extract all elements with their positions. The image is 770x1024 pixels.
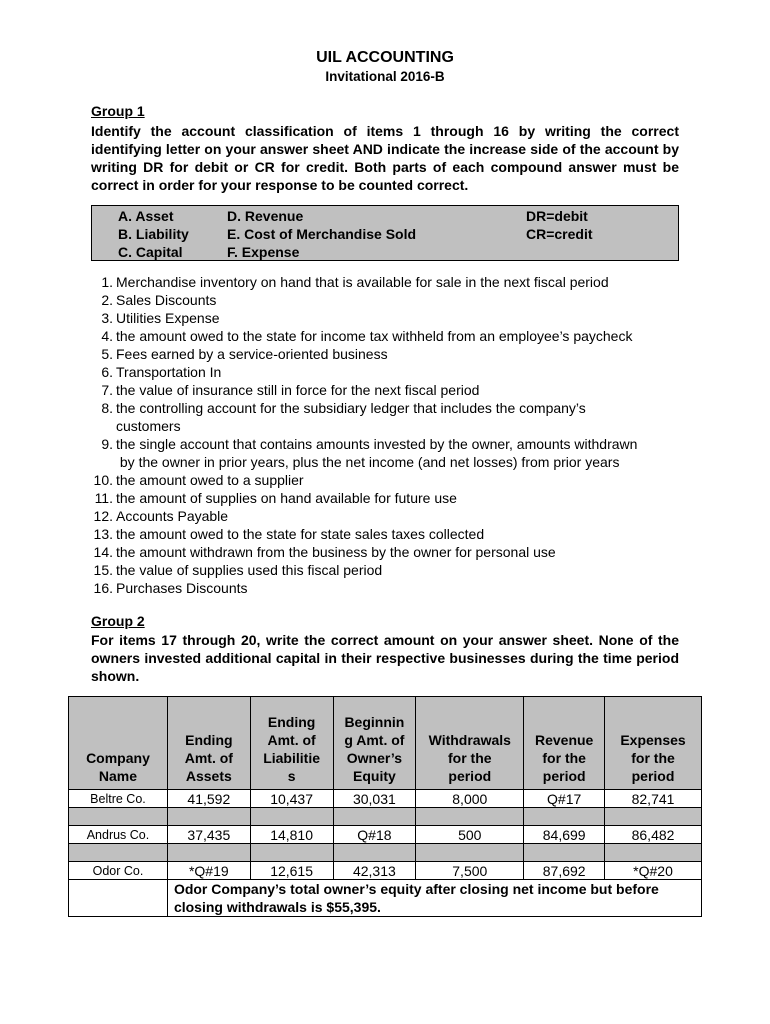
column-header-company bbox=[69, 697, 168, 790]
ending-assets-cell: 41,592 bbox=[167, 790, 250, 808]
item-number: 8. bbox=[101, 400, 113, 416]
header-line: Beginnin bbox=[344, 714, 405, 730]
ending-liabilities-cell: 10,437 bbox=[250, 790, 333, 808]
spacer-cell bbox=[250, 844, 333, 862]
item-number: 3. bbox=[101, 310, 113, 326]
header-line: Amt. of bbox=[267, 732, 316, 748]
header-line: Company bbox=[86, 750, 150, 766]
item-text: Transportation In bbox=[116, 364, 222, 380]
header-line: period bbox=[448, 768, 492, 784]
spacer-cell bbox=[333, 844, 416, 862]
item-number: 12. bbox=[93, 508, 113, 524]
withdrawals-cell: 7,500 bbox=[416, 862, 524, 880]
table-spacer-row bbox=[69, 808, 702, 826]
header-line: Expenses bbox=[620, 732, 686, 748]
spacer-cell bbox=[69, 808, 168, 826]
spacer-cell bbox=[167, 808, 250, 826]
item-text: the amount owed to the state for state sales taxes collected bbox=[116, 526, 485, 542]
expenses-cell: 86,482 bbox=[605, 826, 702, 844]
item-text: Accounts Payable bbox=[116, 508, 229, 524]
company-name-cell: Beltre Co. bbox=[69, 790, 168, 808]
group2-heading: Group 2 bbox=[91, 613, 145, 629]
ending-assets-cell: *Q#19 bbox=[167, 862, 250, 880]
class-revenue: D. Revenue bbox=[227, 208, 304, 224]
header-line: Assets bbox=[185, 768, 232, 784]
spacer-cell bbox=[69, 844, 168, 862]
expenses-cell: 82,741 bbox=[605, 790, 702, 808]
item-text: the value of insurance still in force for the next fiscal period bbox=[116, 382, 480, 398]
class-cost-of-merchandise-sold: E. Cost of Merchandise Sold bbox=[227, 226, 417, 242]
withdrawals-cell: 8,000 bbox=[416, 790, 524, 808]
class-expense: F. Expense bbox=[227, 244, 300, 260]
item-text: the amount withdrawn from the business by the owner for personal use bbox=[116, 544, 556, 560]
item-number: 10. bbox=[93, 472, 113, 488]
item-text: the amount owed to the state for income tax withheld from an employee’s paycheck bbox=[116, 328, 633, 344]
item-text: Fees earned by a service-oriented business bbox=[116, 346, 388, 362]
header-line: Withdrawals bbox=[428, 732, 511, 748]
group2-instructions: For items 17 through 20, write the correct amount on your answer sheet. None of the owners invested additional capital in their respective businesses during the time period shown. bbox=[91, 632, 679, 684]
table-row bbox=[69, 862, 702, 880]
revenue-cell: Q#17 bbox=[524, 790, 605, 808]
header-line: Equity bbox=[353, 768, 396, 784]
table-row bbox=[69, 826, 702, 844]
header-line: for the bbox=[448, 750, 492, 766]
spacer-cell bbox=[605, 808, 702, 826]
spacer-cell bbox=[524, 844, 605, 862]
header-line: Ending bbox=[185, 732, 233, 748]
revenue-cell: 87,692 bbox=[524, 862, 605, 880]
withdrawals-cell: 500 bbox=[416, 826, 524, 844]
header-line: Owner’s bbox=[346, 750, 403, 766]
class-liability: B. Liability bbox=[118, 226, 189, 242]
company-name-cell: Odor Co. bbox=[69, 862, 168, 880]
item-number: 2. bbox=[101, 292, 113, 308]
table-spacer-row bbox=[69, 844, 702, 862]
revenue-cell: 84,699 bbox=[524, 826, 605, 844]
beginning-equity-cell: Q#18 bbox=[333, 826, 416, 844]
page-title: UIL ACCOUNTING bbox=[316, 49, 454, 66]
column-header-expenses bbox=[605, 697, 702, 790]
beginning-equity-cell: 42,313 bbox=[333, 862, 416, 880]
page-subtitle: Invitational 2016-B bbox=[325, 69, 445, 84]
item-number: 13. bbox=[93, 526, 113, 542]
spacer-cell bbox=[416, 808, 524, 826]
class-asset: A. Asset bbox=[118, 208, 174, 224]
company-name-cell: Andrus Co. bbox=[69, 826, 168, 844]
table-note-row bbox=[69, 880, 702, 917]
beginning-equity-cell: 30,031 bbox=[333, 790, 416, 808]
item-number: 9. bbox=[101, 436, 113, 452]
column-header-withdrawals bbox=[416, 697, 524, 790]
item-text: the value of supplies used this fiscal period bbox=[116, 562, 383, 578]
item-text: Sales Discounts bbox=[116, 292, 217, 308]
side-debit: DR=debit bbox=[526, 208, 588, 224]
spacer-cell bbox=[250, 808, 333, 826]
item-text: the single account that contains amounts invested by the owner, amounts withdrawn bbox=[116, 436, 638, 452]
item-text: by the owner in prior years, plus the net income (and net losses) from prior years bbox=[116, 454, 620, 470]
header-line: for the bbox=[542, 750, 586, 766]
header-line: g Amt. of bbox=[344, 732, 405, 748]
item-text: the amount owed to a supplier bbox=[116, 472, 304, 488]
group1-heading: Group 1 bbox=[91, 103, 145, 119]
column-header-ending-liabilities bbox=[250, 697, 333, 790]
item-text: the controlling account for the subsidiary ledger that includes the company’s bbox=[116, 400, 586, 416]
item-number: 7. bbox=[101, 382, 113, 398]
column-header-beginning-equity bbox=[333, 697, 416, 790]
side-credit: CR=credit bbox=[526, 226, 593, 242]
classification-key bbox=[91, 205, 679, 261]
table-header-row bbox=[69, 697, 702, 790]
item-number: 1. bbox=[101, 274, 113, 290]
group1-instructions: Identify the account classification of items 1 through 16 by writing the correct identifying letter on your answer sheet AND indicate the increase side of the account by writing DR for debit or CR for credit. Both parts of each compound answer must be correct in order for your response to be counted correct. bbox=[91, 123, 679, 193]
item-number: 4. bbox=[101, 328, 113, 344]
spacer-cell bbox=[167, 844, 250, 862]
note-blank-cell bbox=[69, 880, 168, 917]
header-line: Revenue bbox=[534, 732, 594, 748]
header-line: s bbox=[287, 768, 296, 784]
equity-table bbox=[68, 696, 702, 917]
spacer-cell bbox=[333, 808, 416, 826]
item-number: 15. bbox=[93, 562, 113, 578]
column-header-ending-assets bbox=[167, 697, 250, 790]
header-line: Liabilitie bbox=[263, 750, 320, 766]
header-line: for the bbox=[631, 750, 675, 766]
item-number: 5. bbox=[101, 346, 113, 362]
header-line: period bbox=[631, 768, 675, 784]
item-text: Purchases Discounts bbox=[116, 580, 248, 596]
item-text: customers bbox=[116, 418, 181, 434]
column-header-revenue bbox=[524, 697, 605, 790]
item-number: 11. bbox=[94, 490, 113, 506]
spacer-cell bbox=[416, 844, 524, 862]
header-line: Amt. of bbox=[184, 750, 233, 766]
spacer-cell bbox=[605, 844, 702, 862]
table-note: Odor Company’s total owner’s equity after closing net income but before closing withdrawals is $55,395. bbox=[167, 880, 701, 917]
header-line: period bbox=[542, 768, 586, 784]
ending-liabilities-cell: 14,810 bbox=[250, 826, 333, 844]
item-text: the amount of supplies on hand available for future use bbox=[116, 490, 457, 506]
table-row bbox=[69, 790, 702, 808]
header-line: Ending bbox=[267, 714, 316, 730]
class-capital: C. Capital bbox=[118, 244, 183, 260]
item-text: Merchandise inventory on hand that is available for sale in the next fiscal period bbox=[116, 274, 609, 290]
header-line: Name bbox=[98, 768, 138, 784]
ending-assets-cell: 37,435 bbox=[167, 826, 250, 844]
ending-liabilities-cell: 12,615 bbox=[250, 862, 333, 880]
item-number: 6. bbox=[101, 364, 113, 380]
spacer-cell bbox=[524, 808, 605, 826]
item-number: 16. bbox=[93, 580, 113, 596]
item-number: 14. bbox=[93, 544, 113, 560]
item-text: Utilities Expense bbox=[116, 310, 220, 326]
expenses-cell: *Q#20 bbox=[605, 862, 702, 880]
